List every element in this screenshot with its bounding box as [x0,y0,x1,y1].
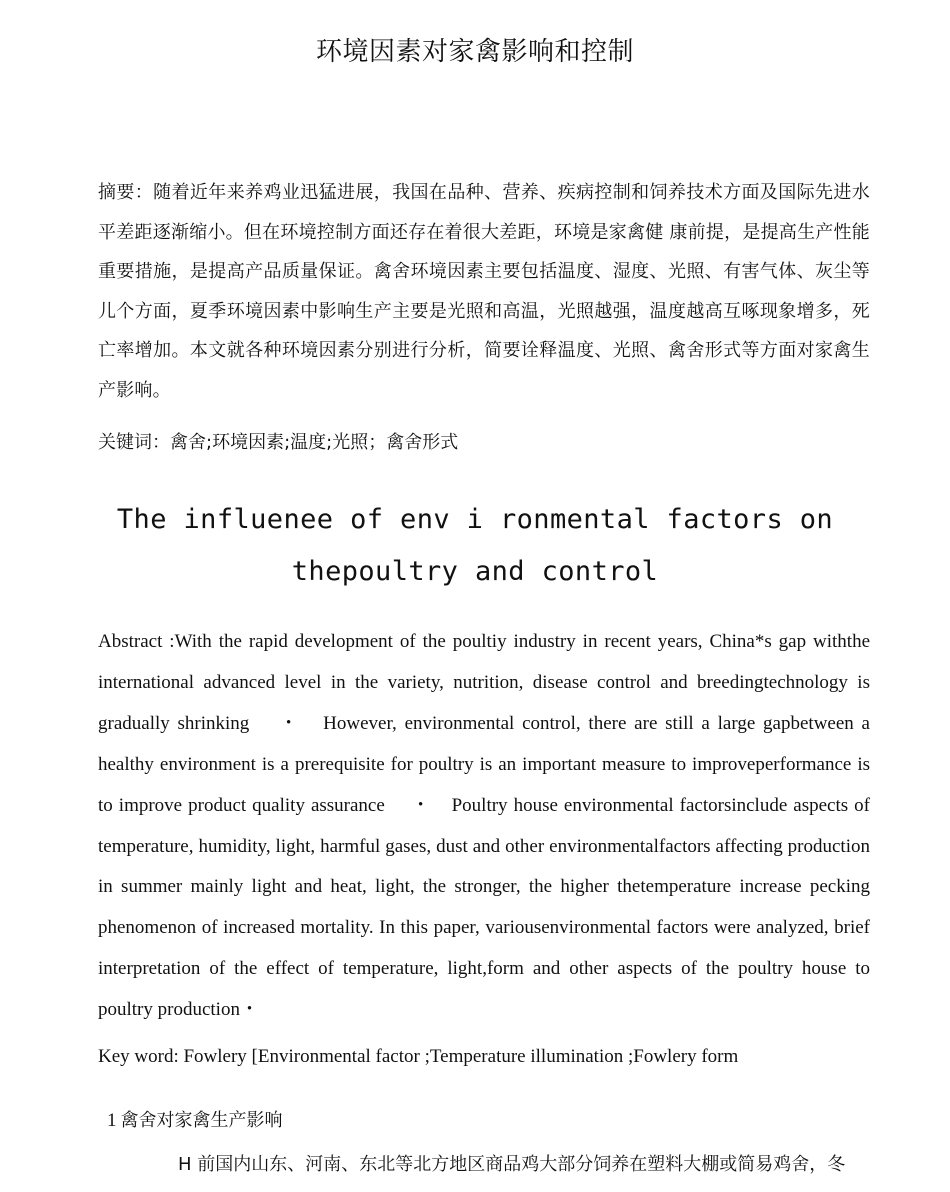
chinese-keywords: 关键词：禽舍;环境因素;温度;光照；禽舍形式 [98,432,459,453]
chinese-abstract: 摘要：随着近年来养鸡业迅猛进展，我国在品种、营养、疾病控制和饲养技术方面及国际先进水平差距逐渐缩小。但在环境控制方面还存在着很大差距，环境是家禽健 康前提，是提高生产性能重要措施，是提高产品质量保证。禽舍环境因素主要包括温度、湿度、光照、有害气体、灰尘等儿个方面，夏季环境因素中影响生产主要是光照和高温，光照越强，温度越高互啄现象增多，死亡率增加。本文就各种环境因素分别进行分析，简要诠释温度、光照、禽舍形式等方面对家禽生产影响。 [98,182,870,401]
english-abstract: Abstract :With the rapid development of the poultiy industry in recent years, China*s gap withthe international advanced level in the variety, nutrition, disease control and breedingtechnology is gradually shrinking ・ However, environmental control, there are still a large gapbetween a healthy environment is a prerequisite for poultry is an important measure to improveperformance is to improve product quality assurance ・ Poultry house environmental factorsinclude aspects of temperature, humidity, light, harmful gases, dust and other environmentalfactors affecting production in summer mainly light and heat, light, the stronger, the higher thetemperature increase pecking phenomenon of increased mortality. In this paper, variousenvironmental factors were analyzed, brief interpretation of the effect of temperature, light,form and other aspects of the poultry house to poultry production・ [98,631,870,1021]
english-title-line-1: The influenee of env i ronmental factors on [116,504,834,535]
body-paragraph: H 前国内山东、河南、东北等北方地区商品鸡大部分饲养在塑料大棚或简易鸡舍，冬 [178,1154,846,1175]
chinese-title: 环境因素对家禽影响和控制 [315,37,634,67]
english-title [60,494,890,598]
section-heading [107,1106,283,1136]
english-keywords: Key word: Fowlery [Environmental factor ;Temperature illumination ;Fowlery form [98,1046,739,1067]
english-title-line-2: thepoultry and control [291,556,659,587]
section-title: 禽舍对家禽生产影响 [120,1110,283,1131]
section-number: 1 [107,1110,117,1131]
